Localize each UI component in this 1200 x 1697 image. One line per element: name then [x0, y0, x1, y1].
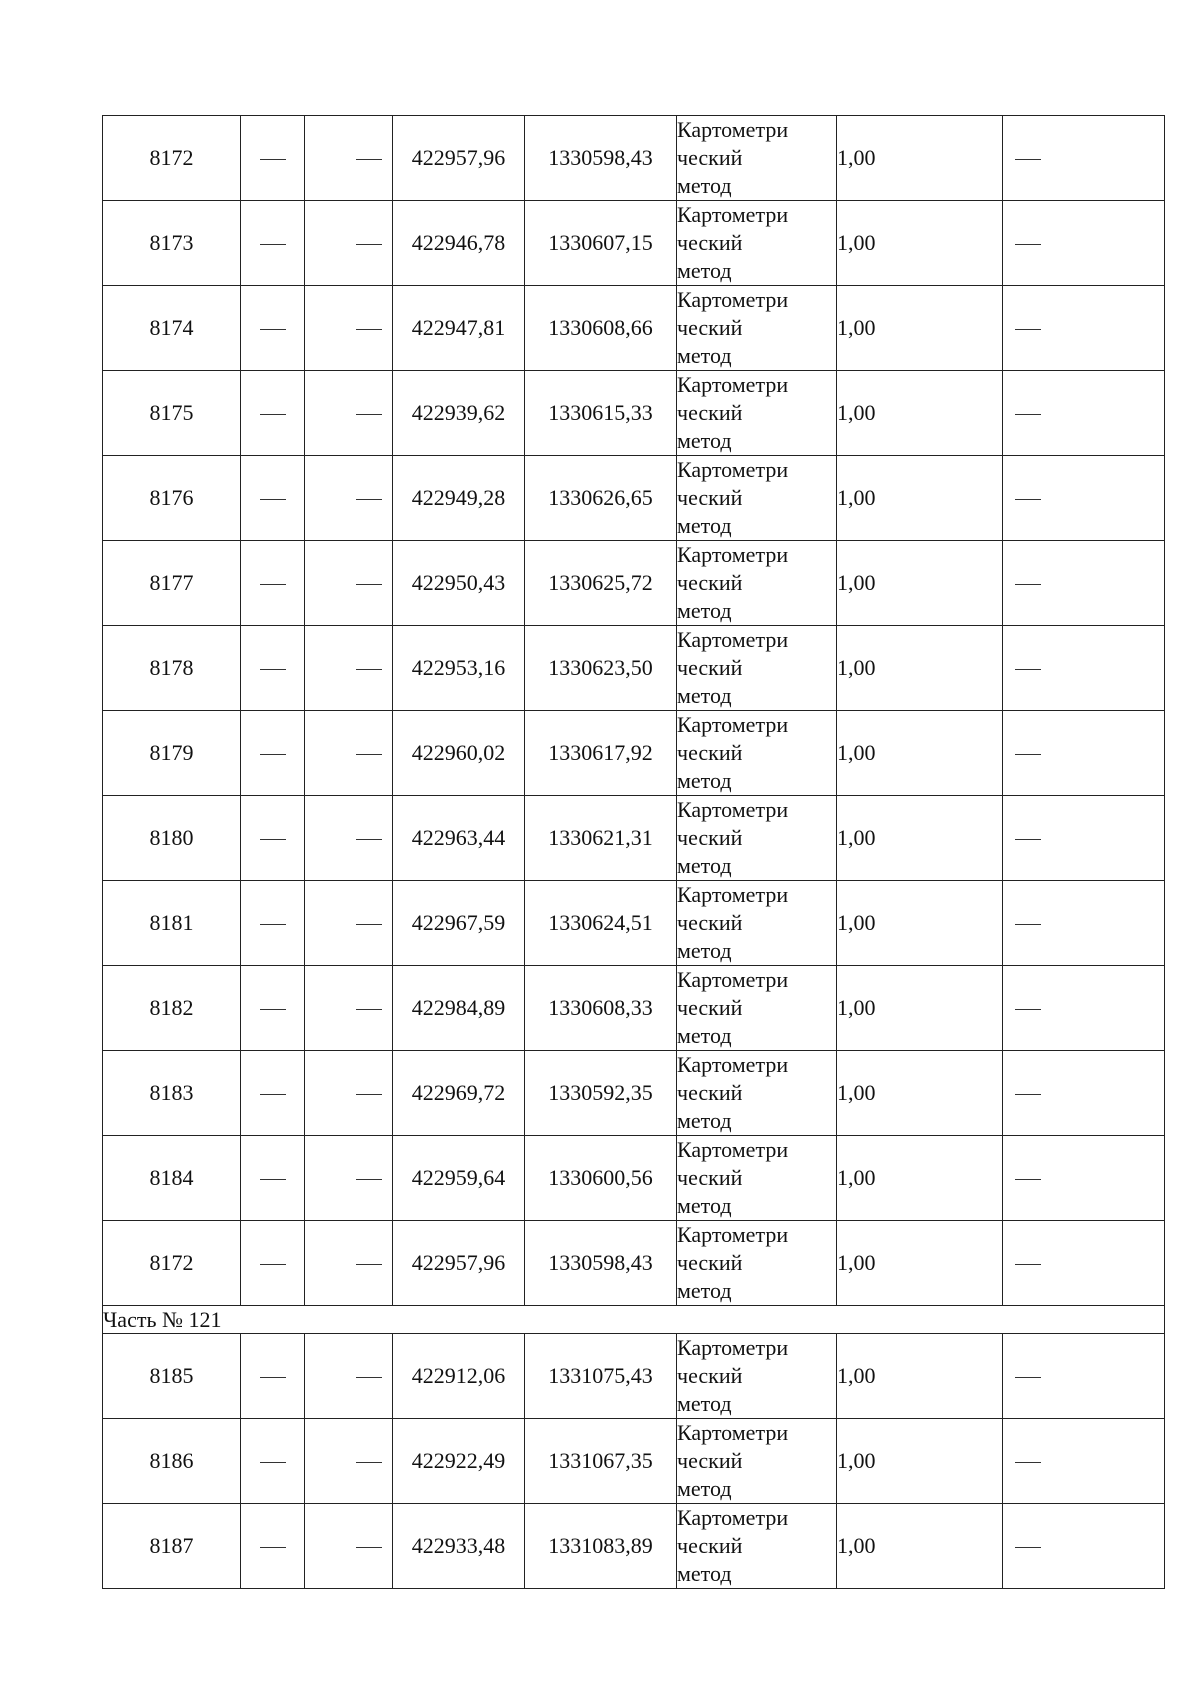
point-number: 8181	[103, 881, 241, 966]
dash-mark	[1015, 244, 1041, 245]
table-row	[103, 1136, 1165, 1221]
point-number: 8180	[103, 796, 241, 881]
dash-mark	[1015, 839, 1041, 840]
empty-dash-cell	[1003, 1221, 1165, 1306]
coord-x: 422967,59	[393, 881, 525, 966]
accuracy-value: 1,00	[837, 711, 1003, 796]
table-row	[103, 456, 1165, 541]
method-text-line: ческий	[677, 655, 743, 680]
empty-dash-cell	[305, 201, 393, 286]
method-text-line: Картометри	[677, 542, 789, 567]
dash-mark	[356, 159, 382, 160]
dash-mark	[260, 1377, 286, 1378]
coord-y: 1331067,35	[525, 1419, 677, 1504]
dash-mark	[260, 669, 286, 670]
point-number: 8182	[103, 966, 241, 1051]
point-number: 8172	[103, 1221, 241, 1306]
dash-mark	[260, 754, 286, 755]
empty-dash-cell	[305, 541, 393, 626]
method-text-line: Картометри	[677, 457, 789, 482]
coord-x: 422922,49	[393, 1419, 525, 1504]
method-text-line: Картометри	[677, 287, 789, 312]
table-body	[103, 116, 1165, 1589]
coord-y: 1330608,66	[525, 286, 677, 371]
empty-dash-cell	[241, 286, 305, 371]
method-text-line: Картометри	[677, 1505, 789, 1530]
empty-dash-cell	[1003, 1051, 1165, 1136]
empty-dash-cell	[305, 371, 393, 456]
dash-mark	[260, 1462, 286, 1463]
empty-dash-cell	[241, 201, 305, 286]
coordinates-table	[102, 115, 1165, 1589]
method-text-line: ческий	[677, 1448, 743, 1473]
accuracy-value: 1,00	[837, 1221, 1003, 1306]
dash-mark	[1015, 1377, 1041, 1378]
table-row	[103, 371, 1165, 456]
point-number: 8174	[103, 286, 241, 371]
table-row	[103, 711, 1165, 796]
dash-mark	[1015, 1179, 1041, 1180]
method-cell	[677, 1419, 837, 1504]
dash-mark	[1015, 754, 1041, 755]
coord-y: 1330624,51	[525, 881, 677, 966]
method-text-line: метод	[677, 428, 732, 453]
method-text-line: ческий	[677, 315, 743, 340]
method-cell	[677, 371, 837, 456]
dash-mark	[356, 669, 382, 670]
empty-dash-cell	[305, 1504, 393, 1589]
coord-y: 1330626,65	[525, 456, 677, 541]
method-text-line: метод	[677, 1278, 732, 1303]
method-cell	[677, 1136, 837, 1221]
dash-mark	[260, 244, 286, 245]
method-text-line: Картометри	[677, 712, 789, 737]
dash-mark	[260, 159, 286, 160]
dash-mark	[260, 1547, 286, 1548]
method-cell	[677, 1504, 837, 1589]
empty-dash-cell	[305, 881, 393, 966]
empty-dash-cell	[1003, 711, 1165, 796]
method-cell	[677, 881, 837, 966]
empty-dash-cell	[1003, 371, 1165, 456]
method-cell	[677, 286, 837, 371]
dash-mark	[260, 414, 286, 415]
method-text-line: ческий	[677, 570, 743, 595]
dash-mark	[356, 924, 382, 925]
dash-mark	[260, 924, 286, 925]
empty-dash-cell	[1003, 796, 1165, 881]
table-row	[103, 201, 1165, 286]
empty-dash-cell	[1003, 1504, 1165, 1589]
coord-y: 1330598,43	[525, 116, 677, 201]
coord-x: 422957,96	[393, 116, 525, 201]
table-row	[103, 881, 1165, 966]
coord-x: 422969,72	[393, 1051, 525, 1136]
empty-dash-cell	[241, 1419, 305, 1504]
method-text-line: метод	[677, 768, 732, 793]
empty-dash-cell	[241, 541, 305, 626]
empty-dash-cell	[305, 966, 393, 1051]
dash-mark	[356, 1264, 382, 1265]
empty-dash-cell	[1003, 966, 1165, 1051]
accuracy-value: 1,00	[837, 201, 1003, 286]
dash-mark	[356, 1094, 382, 1095]
dash-mark	[356, 329, 382, 330]
accuracy-value: 1,00	[837, 626, 1003, 711]
point-number: 8179	[103, 711, 241, 796]
empty-dash-cell	[305, 1221, 393, 1306]
accuracy-value: 1,00	[837, 1051, 1003, 1136]
part-header-row	[103, 1306, 1165, 1334]
empty-dash-cell	[1003, 1136, 1165, 1221]
dash-mark	[260, 1179, 286, 1180]
empty-dash-cell	[241, 371, 305, 456]
method-text-line: ческий	[677, 740, 743, 765]
point-number: 8178	[103, 626, 241, 711]
method-text-line: метод	[677, 258, 732, 283]
method-text-line: метод	[677, 1193, 732, 1218]
method-cell	[677, 1221, 837, 1306]
dash-mark	[356, 839, 382, 840]
accuracy-value: 1,00	[837, 371, 1003, 456]
method-cell	[677, 201, 837, 286]
point-number: 8172	[103, 116, 241, 201]
coord-x: 422963,44	[393, 796, 525, 881]
dash-mark	[1015, 1264, 1041, 1265]
point-number: 8183	[103, 1051, 241, 1136]
dash-mark	[260, 584, 286, 585]
coord-y: 1330615,33	[525, 371, 677, 456]
empty-dash-cell	[1003, 286, 1165, 371]
dash-mark	[260, 329, 286, 330]
dash-mark	[1015, 924, 1041, 925]
dash-mark	[356, 499, 382, 500]
dash-mark	[356, 1462, 382, 1463]
method-text-line: метод	[677, 513, 732, 538]
coord-x: 422984,89	[393, 966, 525, 1051]
dash-mark	[1015, 584, 1041, 585]
method-text-line: ческий	[677, 400, 743, 425]
dash-mark	[356, 754, 382, 755]
empty-dash-cell	[241, 1334, 305, 1419]
coord-y: 1330617,92	[525, 711, 677, 796]
method-text-line: метод	[677, 853, 732, 878]
method-text-line: Картометри	[677, 882, 789, 907]
empty-dash-cell	[1003, 1334, 1165, 1419]
coord-x: 422953,16	[393, 626, 525, 711]
coord-x: 422939,62	[393, 371, 525, 456]
part-label: Часть № 121	[103, 1306, 1165, 1334]
dash-mark	[1015, 499, 1041, 500]
method-text-line: метод	[677, 343, 732, 368]
point-number: 8175	[103, 371, 241, 456]
empty-dash-cell	[305, 456, 393, 541]
point-number: 8186	[103, 1419, 241, 1504]
method-text-line: ческий	[677, 1363, 743, 1388]
empty-dash-cell	[1003, 626, 1165, 711]
method-text-line: метод	[677, 1561, 732, 1586]
method-text-line: ческий	[677, 145, 743, 170]
table-row	[103, 1334, 1165, 1419]
dash-mark	[1015, 159, 1041, 160]
dash-mark	[1015, 329, 1041, 330]
table-row	[103, 796, 1165, 881]
point-number: 8185	[103, 1334, 241, 1419]
empty-dash-cell	[241, 626, 305, 711]
coord-x: 422949,28	[393, 456, 525, 541]
coord-y: 1330592,35	[525, 1051, 677, 1136]
method-text-line: метод	[677, 1023, 732, 1048]
empty-dash-cell	[305, 1051, 393, 1136]
method-text-line: Картометри	[677, 1420, 789, 1445]
method-text-line: метод	[677, 1391, 732, 1416]
empty-dash-cell	[305, 1136, 393, 1221]
empty-dash-cell	[1003, 1419, 1165, 1504]
empty-dash-cell	[241, 1504, 305, 1589]
method-text-line: ческий	[677, 995, 743, 1020]
method-text-line: Картометри	[677, 967, 789, 992]
dash-mark	[356, 244, 382, 245]
coord-y: 1331083,89	[525, 1504, 677, 1589]
coord-x: 422946,78	[393, 201, 525, 286]
table-row	[103, 116, 1165, 201]
table-row	[103, 1504, 1165, 1589]
method-text-line: Картометри	[677, 1335, 789, 1360]
method-text-line: Картометри	[677, 1137, 789, 1162]
method-text-line: Картометри	[677, 1222, 789, 1247]
accuracy-value: 1,00	[837, 116, 1003, 201]
coord-y: 1330607,15	[525, 201, 677, 286]
dash-mark	[356, 1009, 382, 1010]
accuracy-value: 1,00	[837, 1334, 1003, 1419]
accuracy-value: 1,00	[837, 796, 1003, 881]
empty-dash-cell	[1003, 881, 1165, 966]
table-row	[103, 286, 1165, 371]
empty-dash-cell	[305, 116, 393, 201]
table-row	[103, 1419, 1165, 1504]
method-text-line: метод	[677, 683, 732, 708]
method-text-line: ческий	[677, 485, 743, 510]
method-text-line: ческий	[677, 1533, 743, 1558]
dash-mark	[1015, 1009, 1041, 1010]
dash-mark	[1015, 1462, 1041, 1463]
empty-dash-cell	[241, 711, 305, 796]
method-text-line: ческий	[677, 910, 743, 935]
method-cell	[677, 541, 837, 626]
dash-mark	[1015, 414, 1041, 415]
accuracy-value: 1,00	[837, 966, 1003, 1051]
method-text-line: метод	[677, 1108, 732, 1133]
dash-mark	[260, 1264, 286, 1265]
accuracy-value: 1,00	[837, 286, 1003, 371]
empty-dash-cell	[1003, 116, 1165, 201]
empty-dash-cell	[241, 1136, 305, 1221]
dash-mark	[260, 839, 286, 840]
point-number: 8187	[103, 1504, 241, 1589]
empty-dash-cell	[241, 796, 305, 881]
accuracy-value: 1,00	[837, 881, 1003, 966]
dash-mark	[356, 584, 382, 585]
coord-y: 1330625,72	[525, 541, 677, 626]
point-number: 8176	[103, 456, 241, 541]
dash-mark	[260, 1094, 286, 1095]
method-cell	[677, 1051, 837, 1136]
method-text-line: Картометри	[677, 117, 789, 142]
empty-dash-cell	[305, 1419, 393, 1504]
coord-y: 1330598,43	[525, 1221, 677, 1306]
point-number: 8184	[103, 1136, 241, 1221]
accuracy-value: 1,00	[837, 456, 1003, 541]
method-text-line: ческий	[677, 1250, 743, 1275]
empty-dash-cell	[1003, 201, 1165, 286]
table-row	[103, 966, 1165, 1051]
method-cell	[677, 796, 837, 881]
method-text-line: ческий	[677, 1165, 743, 1190]
dash-mark	[260, 499, 286, 500]
method-cell	[677, 456, 837, 541]
point-number: 8173	[103, 201, 241, 286]
empty-dash-cell	[305, 286, 393, 371]
coord-y: 1330621,31	[525, 796, 677, 881]
dash-mark	[356, 414, 382, 415]
table-row	[103, 1221, 1165, 1306]
method-cell	[677, 1334, 837, 1419]
coord-x: 422957,96	[393, 1221, 525, 1306]
accuracy-value: 1,00	[837, 1136, 1003, 1221]
coord-y: 1331075,43	[525, 1334, 677, 1419]
empty-dash-cell	[1003, 456, 1165, 541]
accuracy-value: 1,00	[837, 1504, 1003, 1589]
method-text-line: метод	[677, 598, 732, 623]
coord-x: 422933,48	[393, 1504, 525, 1589]
empty-dash-cell	[241, 116, 305, 201]
dash-mark	[260, 1009, 286, 1010]
point-number: 8177	[103, 541, 241, 626]
method-text-line: Картометри	[677, 627, 789, 652]
method-text-line: ческий	[677, 825, 743, 850]
method-text-line: метод	[677, 938, 732, 963]
accuracy-value: 1,00	[837, 1419, 1003, 1504]
empty-dash-cell	[305, 711, 393, 796]
method-text-line: Картометри	[677, 202, 789, 227]
empty-dash-cell	[305, 796, 393, 881]
coord-y: 1330608,33	[525, 966, 677, 1051]
coord-y: 1330600,56	[525, 1136, 677, 1221]
method-text-line: метод	[677, 1476, 732, 1501]
method-cell	[677, 966, 837, 1051]
coord-x: 422912,06	[393, 1334, 525, 1419]
coord-x: 422947,81	[393, 286, 525, 371]
table-row	[103, 1051, 1165, 1136]
coord-x: 422950,43	[393, 541, 525, 626]
method-text-line: Картометри	[677, 372, 789, 397]
method-text-line: метод	[677, 173, 732, 198]
empty-dash-cell	[241, 456, 305, 541]
coord-x: 422960,02	[393, 711, 525, 796]
dash-mark	[356, 1547, 382, 1548]
dash-mark	[1015, 669, 1041, 670]
dash-mark	[356, 1179, 382, 1180]
coord-y: 1330623,50	[525, 626, 677, 711]
empty-dash-cell	[1003, 541, 1165, 626]
empty-dash-cell	[241, 1221, 305, 1306]
empty-dash-cell	[241, 1051, 305, 1136]
empty-dash-cell	[305, 1334, 393, 1419]
method-cell	[677, 626, 837, 711]
table-row	[103, 541, 1165, 626]
dash-mark	[1015, 1547, 1041, 1548]
empty-dash-cell	[305, 626, 393, 711]
method-text-line: Картометри	[677, 1052, 789, 1077]
method-text-line: Картометри	[677, 797, 789, 822]
coord-x: 422959,64	[393, 1136, 525, 1221]
empty-dash-cell	[241, 881, 305, 966]
method-cell	[677, 116, 837, 201]
method-text-line: ческий	[677, 1080, 743, 1105]
empty-dash-cell	[241, 966, 305, 1051]
dash-mark	[356, 1377, 382, 1378]
accuracy-value: 1,00	[837, 541, 1003, 626]
table-row	[103, 626, 1165, 711]
method-cell	[677, 711, 837, 796]
dash-mark	[1015, 1094, 1041, 1095]
method-text-line: ческий	[677, 230, 743, 255]
